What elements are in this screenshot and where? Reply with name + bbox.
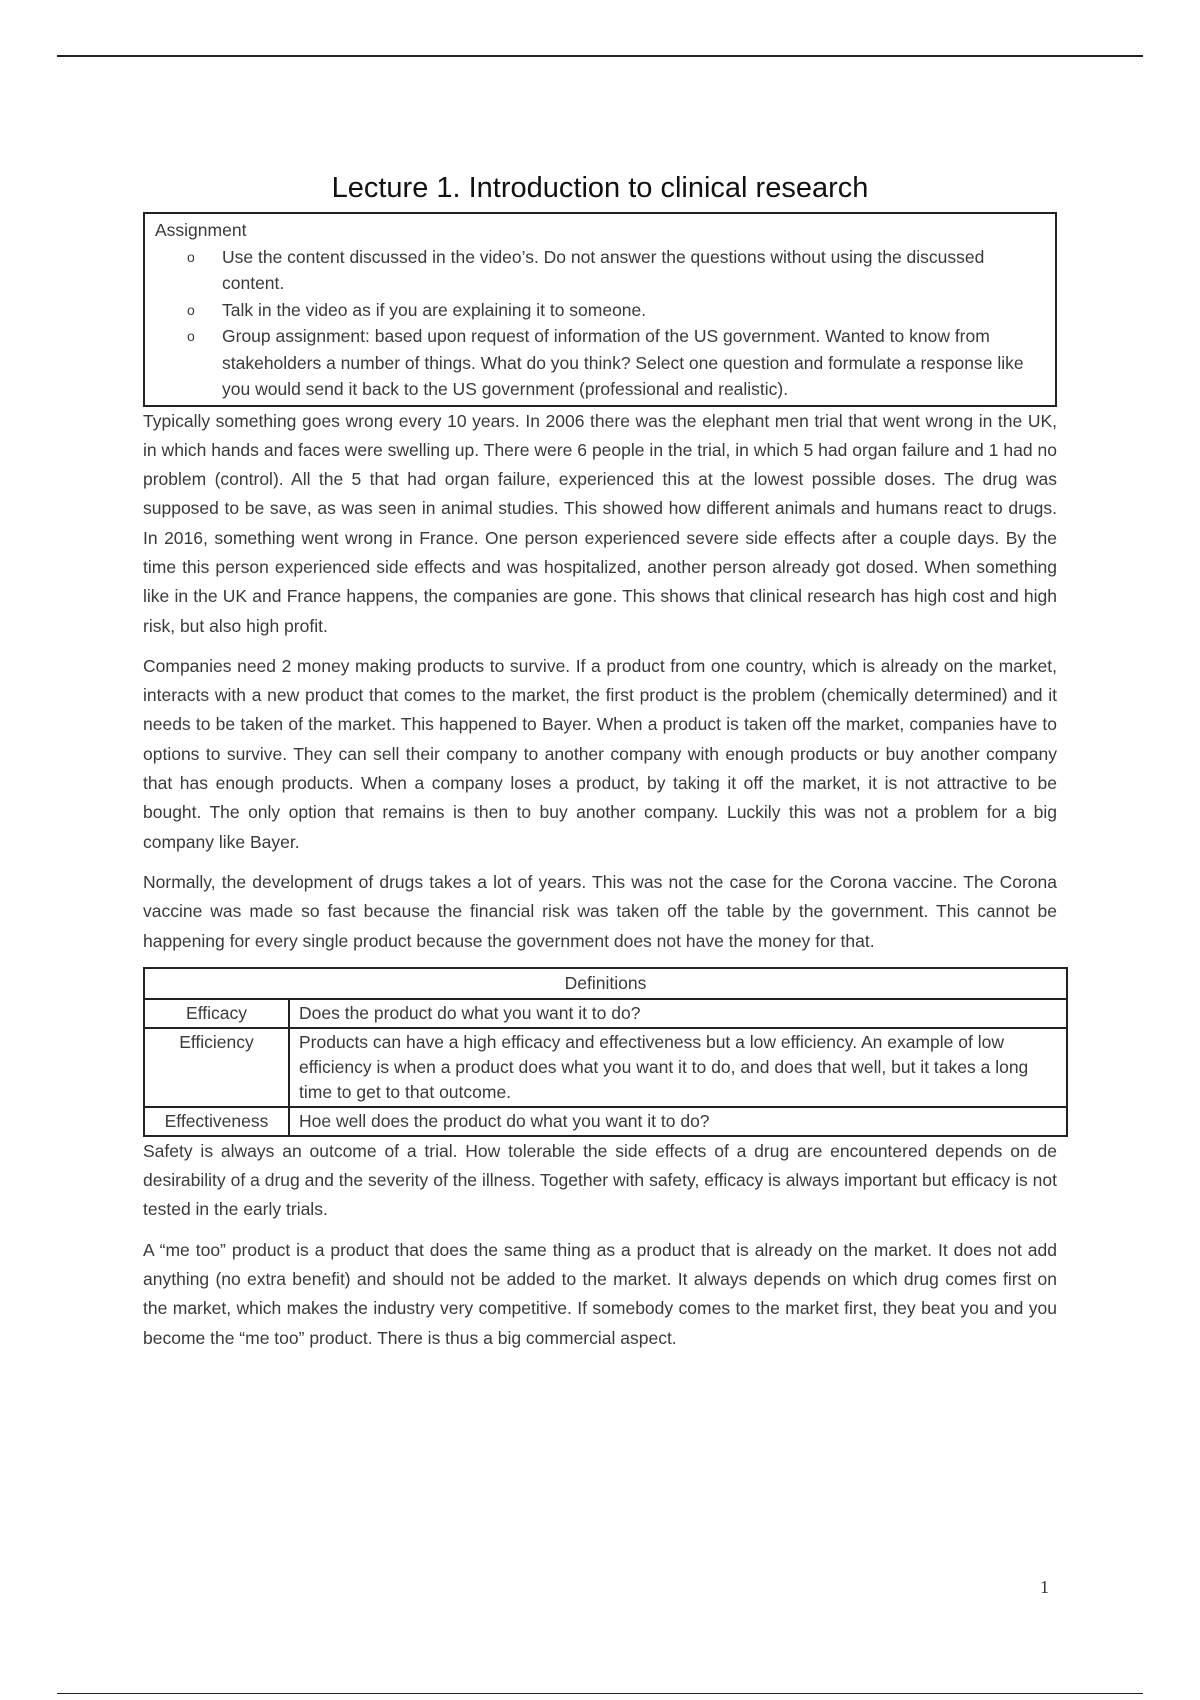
assignment-item (187, 244, 1045, 297)
definitions-table (143, 967, 1068, 1137)
table-caption-row (144, 968, 1067, 999)
assignment-item-text: Group assignment: based upon request of information of the US government. Wanted to know from stakeholders a number of things. What do you think? Select one question and formulate a response like you would send it back to the US government (professional and realistic). (222, 326, 1024, 399)
page-title: Lecture 1. Introduction to clinical research (331, 172, 869, 204)
assignment-item-text: Talk in the video as if you are explaining it to someone. (222, 299, 647, 320)
body-paragraph: Companies need 2 money making products to survive. If a product from one country, which is already on the market, interacts with a new product that comes to the market, the first product is the problem (chemically determined) and it needs to be taken of the market. This happened to Bayer. When a product is taken off the market, companies have to options to survive. They can sell their company to another company with enough products or buy another company that has enough products. When a company loses a product, by taking it off the market, it is not attractive to be bought. The only option that remains is then to buy another company. Luckily this was not a problem for a big company like Bayer. (143, 655, 1057, 852)
table-row (144, 999, 1067, 1028)
body-paragraph: Typically something goes wrong every 10 years. In 2006 there was the elephant men trial that went wrong in the UK, in which hands and faces were swelling up. There were 6 people in the trial, in which 5 had organ failure and 1 had no problem (control). All the 5 that had organ failure, experienced this at the lowest possible doses. The drug was supposed to be save, as was seen in animal studies. This showed how different animals and humans react to drugs. In 2016, something went wrong in France. One person experienced severe side effects after a couple days. By the time this person experienced side effects and was hospitalized, another person already got dosed. When something like in the UK and France happens, the companies are gone. This shows that clinical research has high cost and high risk, but also high profit. (143, 410, 1057, 636)
body-paragraph: Normally, the development of drugs takes a lot of years. This was not the case for the Corona vaccine. The Corona vaccine was made so fast because the financial risk was taken off the table by the government. This cannot be happening for every single product because the government does not have the money for that. (143, 871, 1057, 951)
assignment-item-text: Use the content discussed in the video’s. Do not answer the questions without using the discussed content. (222, 246, 985, 293)
definition-text: Products can have a high efficacy and effectiveness but a low efficiency. An example of low efficiency is when a product does what you want it to do, and does that well, but it takes a long time to get to that outcome. (289, 1028, 1067, 1107)
assignment-list (155, 244, 1045, 403)
assignment-box (143, 212, 1057, 407)
header-rule (57, 55, 1143, 57)
bullet-icon: o (187, 328, 195, 344)
body-paragraph: A “me too” product is a product that does the same thing as a product that is already on the market. It does not add anything (no extra benefit) and should not be added to the market. It always depends on which drug comes first on the market, which makes the industry very competitive. If somebody comes to the market first, they beat you and you become the “me too” product. There is thus a big commercial aspect. (143, 1239, 1057, 1348)
page-content (143, 168, 1057, 1364)
assignment-item (187, 297, 1045, 324)
page-number: 1 (1040, 1577, 1049, 1597)
body-paragraph: Safety is always an outcome of a trial. How tolerable the side effects of a drug are encountered depends on de desirability of a drug and the severity of the illness. Together with safety, efficacy is always important but efficacy is not tested in the early trials. (143, 1140, 1057, 1220)
definition-text: Does the product do what you want it to do? (289, 999, 1067, 1028)
definitions-caption: Definitions (144, 968, 1067, 999)
definition-text: Hoe well does the product do what you want it to do? (289, 1107, 1067, 1136)
assignment-item (187, 323, 1045, 403)
definition-term: Efficacy (144, 999, 289, 1028)
table-row (144, 1028, 1067, 1107)
bullet-icon: o (187, 301, 195, 318)
bullet-icon: o (187, 248, 195, 265)
definition-term: Efficiency (144, 1028, 289, 1107)
assignment-heading: Assignment (155, 220, 247, 240)
table-row (144, 1107, 1067, 1136)
footer-rule (57, 1693, 1143, 1694)
definition-term: Effectiveness (144, 1107, 289, 1136)
